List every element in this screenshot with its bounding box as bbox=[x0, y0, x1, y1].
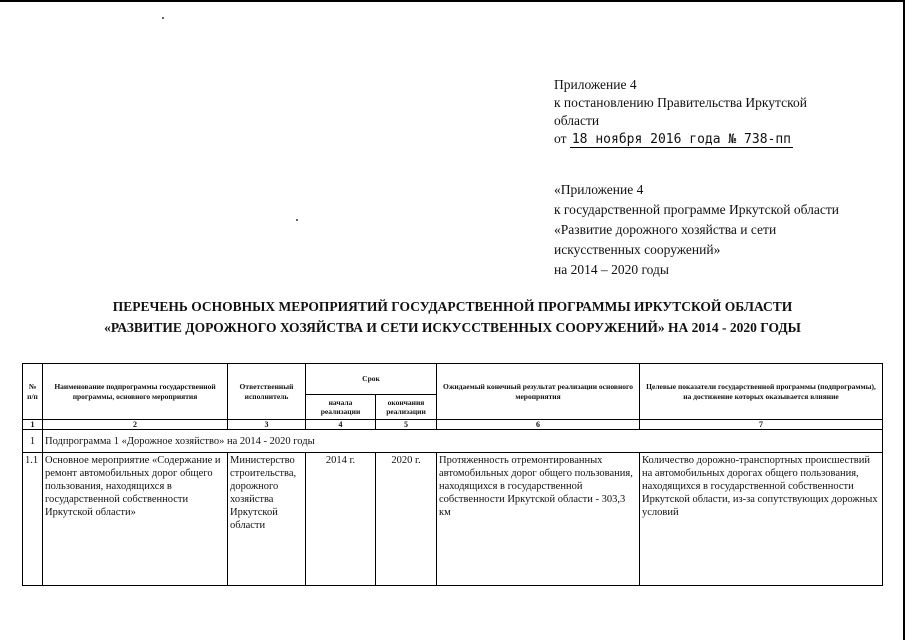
subprogram-row bbox=[23, 430, 883, 453]
date-prefix: от bbox=[554, 131, 567, 146]
column-number: 1 bbox=[23, 420, 43, 430]
appendix-line: «Развитие дорожного хозяйства и сети bbox=[554, 222, 777, 237]
header-indicators: Целевые показатели государственной программы (подпрограммы), на достижение которых оказывается влияние bbox=[640, 364, 883, 420]
row-end: 2020 г. bbox=[376, 453, 437, 586]
appendix-line: искусственных сооружений» bbox=[554, 242, 721, 257]
scan-speck bbox=[162, 17, 164, 19]
appendix-line: к постановлению Правительства Иркутской bbox=[554, 95, 807, 110]
column-number: 4 bbox=[306, 420, 376, 430]
column-number: 6 bbox=[437, 420, 640, 430]
row-result: Протяженность отремонтированных автомобильных дорог общего пользования, находящихся в государственной собственности Иркутской области - 303,3 км bbox=[437, 453, 640, 586]
column-number: 5 bbox=[376, 420, 437, 430]
header-result: Ожидаемый конечный результат реализации основного мероприятия bbox=[437, 364, 640, 420]
row-indicator: Количество дорожно-транспортных происшествий на автомобильных дорогах общего пользования, находящихся в государственной собственности Иркутской области, из-за сопутствующих дорожных условий bbox=[640, 453, 883, 586]
header-executor: Ответственный исполнитель bbox=[228, 364, 306, 420]
header-num: № п/п bbox=[23, 364, 43, 420]
appendix-program-block bbox=[554, 180, 884, 280]
document-title bbox=[0, 296, 905, 338]
measures-table bbox=[22, 363, 883, 586]
appendix-line: «Приложение 4 bbox=[554, 182, 644, 197]
subprogram-num: 1 bbox=[23, 430, 43, 453]
column-number: 2 bbox=[43, 420, 228, 430]
table-row bbox=[23, 453, 883, 586]
subprogram-title: Подпрограмма 1 «Дорожное хозяйство» на 2014 - 2020 годы bbox=[43, 430, 883, 453]
title-line: ПЕРЕЧЕНЬ ОСНОВНЫХ МЕРОПРИЯТИЙ ГОСУДАРСТВЕННОЙ ПРОГРАММЫ ИРКУТСКОЙ ОБЛАСТИ bbox=[112, 299, 793, 314]
title-line: «РАЗВИТИЕ ДОРОЖНОГО ХОЗЯЙСТВА И СЕТИ ИСКУССТВЕННЫХ СООРУЖЕНИЙ» НА 2014 - 2020 ГОДЫ bbox=[104, 320, 801, 335]
table-header-row bbox=[23, 364, 883, 395]
row-start: 2014 г. bbox=[306, 453, 376, 586]
scan-speck bbox=[296, 219, 298, 221]
column-number: 7 bbox=[640, 420, 883, 430]
date-handwritten: 18 ноября 2016 года № 738-пп bbox=[571, 132, 792, 147]
row-name: Основное мероприятие «Содержание и ремонт автомобильных дорог общего пользования, находящихся в государственной собственности Иркутской области» bbox=[43, 453, 228, 586]
appendix-line: на 2014 – 2020 годы bbox=[554, 262, 669, 277]
appendix-line: Приложение 4 bbox=[554, 77, 637, 92]
header-term: Срок bbox=[306, 364, 437, 395]
header-term-start: начала реализации bbox=[306, 395, 376, 420]
row-num: 1.1 bbox=[23, 453, 43, 586]
appendix-resolution-block bbox=[554, 76, 874, 149]
column-number-row bbox=[23, 420, 883, 430]
appendix-line: области bbox=[554, 113, 600, 128]
scan-border-top bbox=[0, 0, 905, 2]
appendix-line: к государственной программе Иркутской области bbox=[554, 202, 840, 217]
appendix-date-line bbox=[554, 130, 874, 149]
header-term-end: окончания реализации bbox=[376, 395, 437, 420]
column-number: 3 bbox=[228, 420, 306, 430]
header-name: Наименование подпрограммы государственной программы, основного мероприятия bbox=[43, 364, 228, 420]
row-executor: Министерство строительства, дорожного хозяйства Иркутской области bbox=[228, 453, 306, 586]
